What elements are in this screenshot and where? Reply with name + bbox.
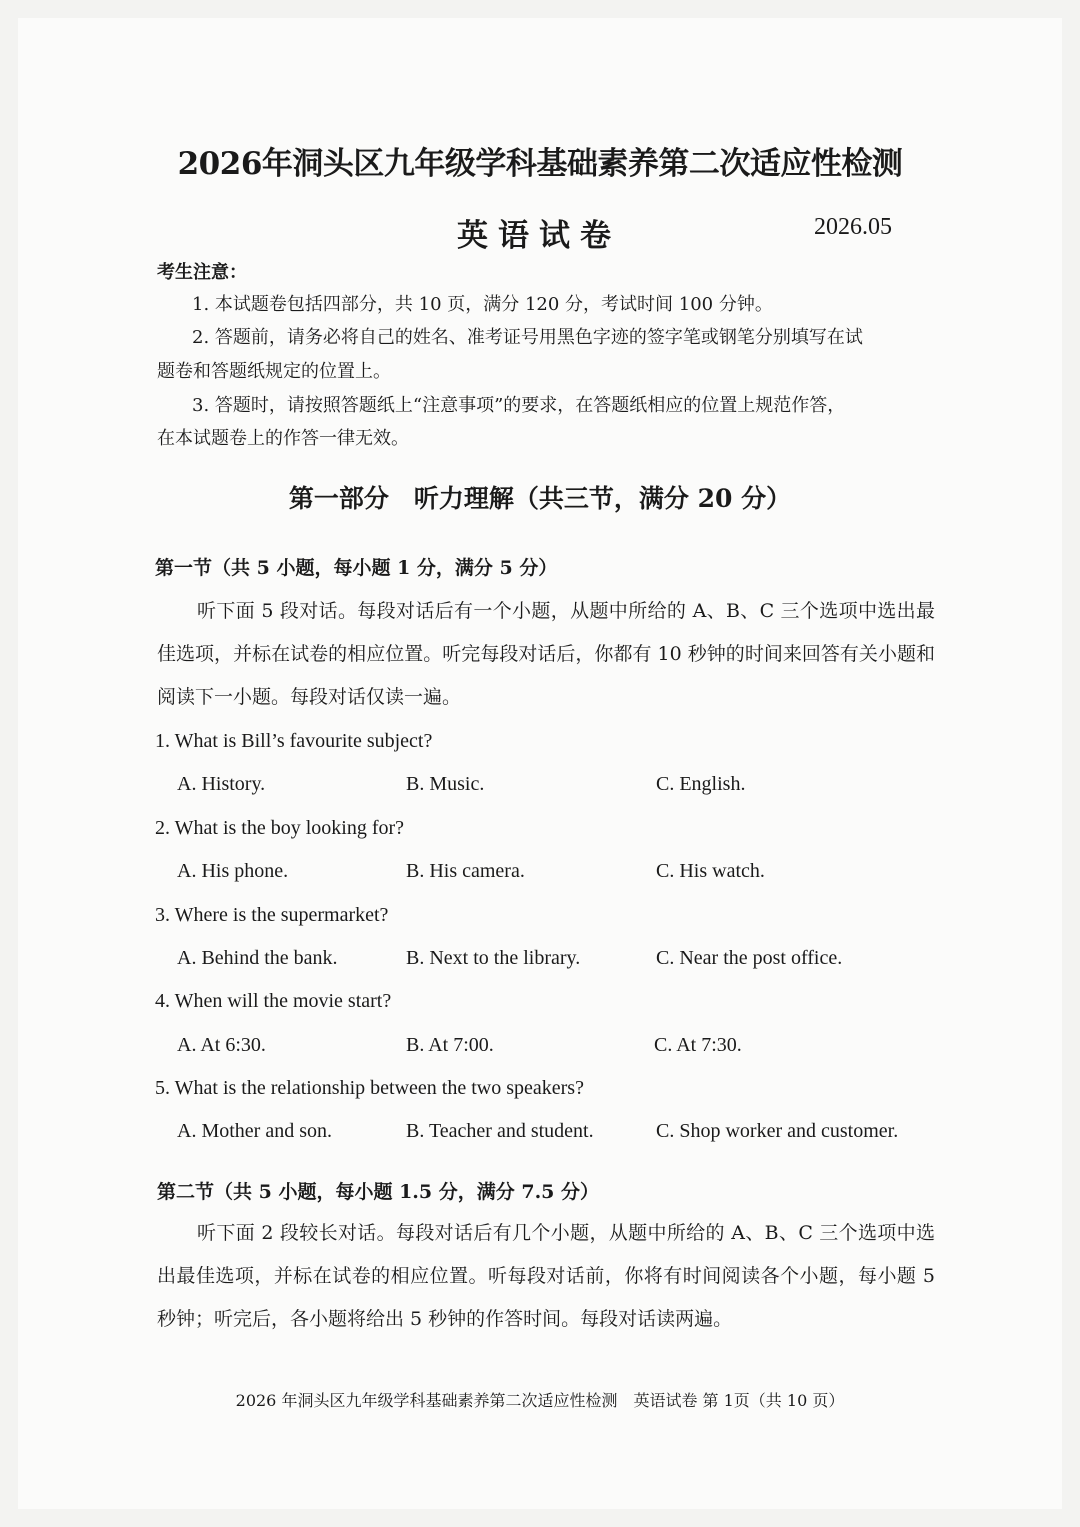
question-1-stem: 1. What is Bill’s favourite subject? <box>155 730 433 752</box>
note-item-2: 2. 答题前，请务必将自己的姓名、准考证号用黑色字迹的签字笔或钢笔分别填写在试 <box>192 327 863 348</box>
part1-heading: 第一部分 听力理解（共三节，满分 20 分） <box>288 484 792 513</box>
question-5-option-c: C. Shop worker and customer. <box>656 1120 899 1142</box>
section1-instructions: 听下面 5 段对话。每段对话后有一个小题，从题中所给的 A、B、C 三个选项中选出最佳选项，并标在试卷的相应位置。听完每段对话后，你都有 10 秒钟的时间来回答有关小题和阅读下一小题。每段对话仅读一遍。 <box>157 600 935 708</box>
question-2-stem: 2. What is the boy looking for? <box>155 817 405 839</box>
subject-title: 英语试卷 <box>457 218 621 254</box>
section2-heading: 第二节（共 5 小题，每小题 1.5 分，满分 7.5 分） <box>157 1181 600 1203</box>
question-3-option-a: A. Behind the bank. <box>177 947 338 969</box>
note-item-3-cont: 在本试题卷上的作答一律无效。 <box>157 428 409 449</box>
question-2-option-c: C. His watch. <box>656 860 765 882</box>
question-1-option-b: B. Music. <box>406 773 485 795</box>
note-item-2-cont: 题卷和答题纸规定的位置上。 <box>157 361 391 382</box>
section1-heading: 第一节（共 5 小题，每小题 1 分，满分 5 分） <box>155 557 558 579</box>
question-4-option-c: C. At 7:30. <box>654 1034 742 1056</box>
question-5-stem: 5. What is the relationship between the two speakers? <box>155 1077 584 1099</box>
question-4-option-b: B. At 7:00. <box>406 1034 494 1056</box>
question-2-option-a: A. His phone. <box>177 860 289 882</box>
question-1-option-a: A. History. <box>177 773 266 795</box>
question-5-option-b: B. Teacher and student. <box>406 1120 594 1142</box>
exam-title: 2026年洞头区九年级学科基础素养第二次适应性检测 <box>177 146 903 182</box>
question-3-stem: 3. Where is the supermarket? <box>155 904 389 926</box>
question-5-option-a: A. Mother and son. <box>177 1120 332 1142</box>
question-4-option-a: A. At 6:30. <box>177 1034 266 1056</box>
notes-heading: 考生注意： <box>157 262 247 283</box>
question-1-option-c: C. English. <box>656 773 746 795</box>
question-3-option-b: B. Next to the library. <box>406 947 581 969</box>
note-item-1: 1. 本试题卷包括四部分，共 10 页，满分 120 分，考试时间 100 分钟。 <box>192 294 773 315</box>
question-2-option-b: B. His camera. <box>406 860 525 882</box>
exam-date: 2026.05 <box>814 214 892 240</box>
section2-instructions: 听下面 2 段较长对话。每段对话后有几个小题，从题中所给的 A、B、C 三个选项中选出最佳选项，并标在试卷的相应位置。听每段对话前，你将有时间阅读各个小题，每小题 5 秒钟；听完后，各小题将给出 5 秒钟的作答时间。每段对话读两遍。 <box>157 1222 935 1330</box>
question-4-stem: 4. When will the movie start? <box>155 990 392 1012</box>
question-3-option-c: C. Near the post office. <box>656 947 843 969</box>
page-footer: 2026 年洞头区九年级学科基础素养第二次适应性检测 英语试卷 第 1页（共 10 页） <box>235 1391 845 1410</box>
note-item-3: 3. 答题时，请按照答题纸上“注意事项”的要求，在答题纸相应的位置上规范作答， <box>192 395 846 416</box>
